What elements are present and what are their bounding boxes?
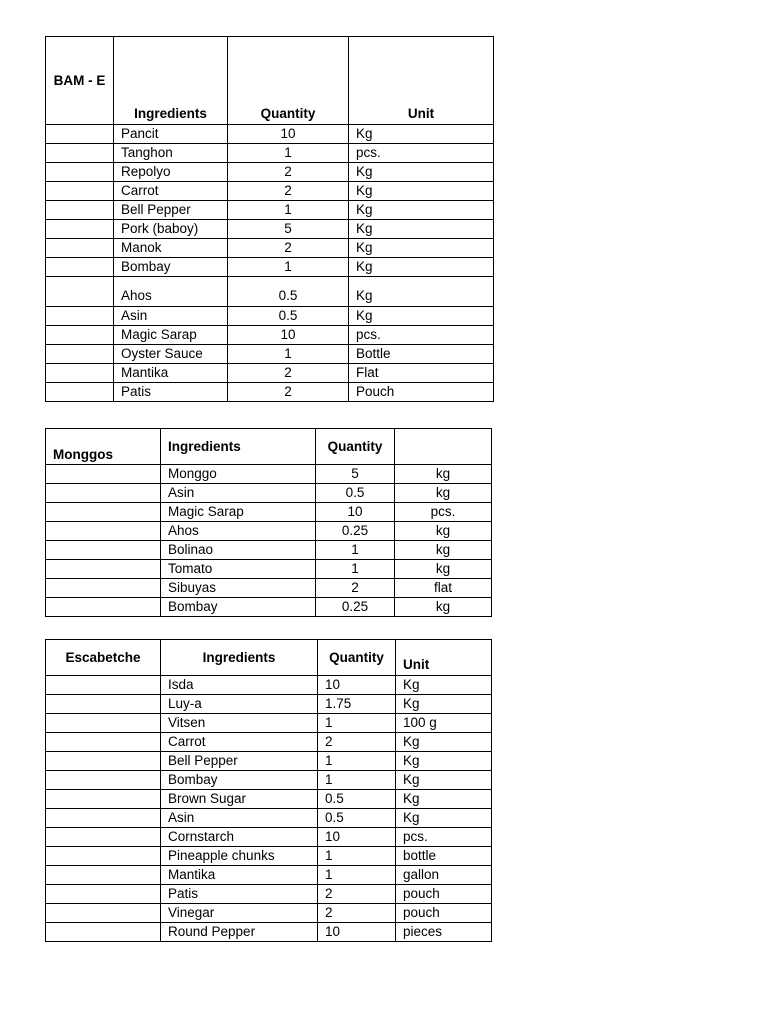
unit-cell: Kg [349, 258, 494, 277]
quantity-cell: 0.5 [228, 277, 349, 307]
unit-cell: kg [395, 465, 492, 484]
table-body [46, 465, 492, 617]
quantity-cell: 2 [318, 733, 396, 752]
table-row [46, 144, 494, 163]
unit-cell: Kg [349, 307, 494, 326]
ingredient-cell: Tanghon [114, 144, 228, 163]
table-row [46, 522, 492, 541]
table-row [46, 465, 492, 484]
quantity-cell: 1 [318, 847, 396, 866]
blank-cell [46, 522, 161, 541]
unit-cell: Kg [349, 182, 494, 201]
quantity-cell: 0.25 [316, 598, 395, 617]
table-row [46, 307, 494, 326]
unit-cell: Kg [349, 201, 494, 220]
recipe-title: Escabetche [46, 640, 161, 676]
quantity-cell: 10 [318, 676, 396, 695]
table-row [46, 163, 494, 182]
unit-cell: Kg [396, 771, 492, 790]
ingredient-cell: Asin [161, 484, 316, 503]
recipe-table-monggos [45, 428, 492, 617]
quantity-cell: 1.75 [318, 695, 396, 714]
quantity-cell: 2 [228, 364, 349, 383]
table-row [46, 239, 494, 258]
ingredient-cell: Asin [161, 809, 318, 828]
ingredient-cell: Pineapple chunks [161, 847, 318, 866]
blank-cell [46, 326, 114, 345]
unit-cell: Kg [349, 277, 494, 307]
ingredient-cell: Repolyo [114, 163, 228, 182]
unit-cell: Kg [349, 239, 494, 258]
unit-cell: 100 g [396, 714, 492, 733]
table-body [46, 676, 492, 942]
recipe-table-bam-e [45, 36, 494, 402]
blank-cell [46, 383, 114, 402]
quantity-cell: 1 [318, 714, 396, 733]
unit-header: Unit [349, 37, 494, 125]
unit-cell: Kg [349, 163, 494, 182]
table-row [46, 258, 494, 277]
table-row [46, 752, 492, 771]
ingredient-cell: Magic Sarap [114, 326, 228, 345]
quantity-cell: 1 [316, 541, 395, 560]
ingredient-cell: Mantika [161, 866, 318, 885]
table-row [46, 866, 492, 885]
blank-cell [46, 828, 161, 847]
ingredient-cell: Patis [161, 885, 318, 904]
table-row [46, 220, 494, 239]
ingredient-cell: Bombay [161, 771, 318, 790]
quantity-cell: 1 [318, 752, 396, 771]
table-row [46, 676, 492, 695]
unit-cell: pcs. [349, 144, 494, 163]
ingredient-cell: Luy-a [161, 695, 318, 714]
ingredient-cell: Brown Sugar [161, 790, 318, 809]
blank-cell [46, 503, 161, 522]
unit-cell: Pouch [349, 383, 494, 402]
table-row [46, 503, 492, 522]
ingredient-cell: Oyster Sauce [114, 345, 228, 364]
table-row [46, 345, 494, 364]
quantity-cell: 1 [228, 345, 349, 364]
quantity-cell: 5 [228, 220, 349, 239]
recipe-title: BAM - E [46, 37, 114, 125]
ingredient-cell: Cornstarch [161, 828, 318, 847]
blank-cell [46, 866, 161, 885]
blank-cell [46, 125, 114, 144]
ingredient-cell: Patis [114, 383, 228, 402]
table-row [46, 541, 492, 560]
ingredient-cell: Sibuyas [161, 579, 316, 598]
quantity-cell: 0.5 [318, 809, 396, 828]
header-row [46, 640, 492, 676]
ingredient-cell: Ahos [114, 277, 228, 307]
unit-cell: pouch [396, 885, 492, 904]
ingredient-cell: Carrot [161, 733, 318, 752]
ingredient-cell: Pancit [114, 125, 228, 144]
ingredient-cell: Bolinao [161, 541, 316, 560]
blank-cell [46, 307, 114, 326]
unit-cell: pieces [396, 923, 492, 942]
blank-cell [46, 201, 114, 220]
unit-cell: Kg [396, 733, 492, 752]
table-row [46, 182, 494, 201]
quantity-cell: 2 [228, 239, 349, 258]
ingredient-cell: Vitsen [161, 714, 318, 733]
ingredients-header: Ingredients [161, 429, 316, 465]
table-row [46, 484, 492, 503]
quantity-cell: 10 [318, 828, 396, 847]
blank-cell [46, 752, 161, 771]
ingredient-cell: Bell Pepper [114, 201, 228, 220]
unit-cell: Kg [349, 125, 494, 144]
unit-cell: kg [395, 598, 492, 617]
unit-cell: Kg [396, 695, 492, 714]
table-row [46, 847, 492, 866]
ingredient-cell: Bell Pepper [161, 752, 318, 771]
table-row [46, 828, 492, 847]
quantity-cell: 0.5 [316, 484, 395, 503]
table-row [46, 364, 494, 383]
quantity-cell: 10 [318, 923, 396, 942]
ingredient-cell: Ahos [161, 522, 316, 541]
quantity-cell: 2 [316, 579, 395, 598]
table-row [46, 904, 492, 923]
header-row [46, 429, 492, 465]
blank-cell [46, 904, 161, 923]
quantity-cell: 1 [228, 201, 349, 220]
table-row [46, 923, 492, 942]
recipe-table-escabetche [45, 639, 492, 942]
table-row [46, 598, 492, 617]
quantity-cell: 0.25 [316, 522, 395, 541]
blank-cell [46, 541, 161, 560]
ingredient-cell: Monggo [161, 465, 316, 484]
blank-cell [46, 465, 161, 484]
header-row [46, 37, 494, 125]
quantity-cell: 1 [228, 258, 349, 277]
blank-cell [46, 560, 161, 579]
blank-cell [46, 885, 161, 904]
ingredients-header: Ingredients [161, 640, 318, 676]
quantity-cell: 2 [318, 904, 396, 923]
ingredient-cell: Isda [161, 676, 318, 695]
ingredients-header: Ingredients [114, 37, 228, 125]
blank-cell [46, 714, 161, 733]
quantity-cell: 2 [228, 182, 349, 201]
unit-cell: pcs. [396, 828, 492, 847]
blank-cell [46, 579, 161, 598]
blank-cell [46, 923, 161, 942]
table-row [46, 714, 492, 733]
quantity-cell: 10 [228, 125, 349, 144]
blank-cell [46, 676, 161, 695]
quantity-cell: 0.5 [228, 307, 349, 326]
blank-cell [46, 695, 161, 714]
unit-cell: flat [395, 579, 492, 598]
blank-cell [46, 364, 114, 383]
unit-cell: Kg [396, 790, 492, 809]
table-row [46, 277, 494, 307]
table-row [46, 560, 492, 579]
ingredient-cell: Tomato [161, 560, 316, 579]
unit-cell: Kg [396, 809, 492, 828]
ingredient-cell: Mantika [114, 364, 228, 383]
blank-cell [46, 598, 161, 617]
quantity-cell: 10 [228, 326, 349, 345]
table-row [46, 733, 492, 752]
ingredient-cell: Magic Sarap [161, 503, 316, 522]
ingredient-cell: Pork (baboy) [114, 220, 228, 239]
blank-cell [46, 258, 114, 277]
blank-cell [46, 239, 114, 258]
blank-cell [46, 163, 114, 182]
quantity-cell: 1 [316, 560, 395, 579]
unit-cell: kg [395, 560, 492, 579]
ingredient-cell: Asin [114, 307, 228, 326]
table-body [46, 125, 494, 402]
unit-cell: Flat [349, 364, 494, 383]
table-row [46, 125, 494, 144]
table-row [46, 790, 492, 809]
blank-cell [46, 790, 161, 809]
unit-cell: kg [395, 484, 492, 503]
quantity-cell: 2 [318, 885, 396, 904]
blank-cell [46, 771, 161, 790]
blank-cell [46, 144, 114, 163]
ingredient-cell: Manok [114, 239, 228, 258]
unit-cell: Kg [349, 220, 494, 239]
unit-cell: Bottle [349, 345, 494, 364]
table-row [46, 201, 494, 220]
unit-cell: pouch [396, 904, 492, 923]
blank-cell [46, 809, 161, 828]
recipe-title: Monggos [46, 429, 161, 465]
ingredient-cell: Vinegar [161, 904, 318, 923]
blank-cell [46, 733, 161, 752]
blank-cell [46, 220, 114, 239]
table-row [46, 579, 492, 598]
unit-cell: gallon [396, 866, 492, 885]
blank-cell [46, 277, 114, 307]
table-row [46, 326, 494, 345]
blank-cell [46, 182, 114, 201]
unit-cell: Kg [396, 752, 492, 771]
ingredient-cell: Carrot [114, 182, 228, 201]
unit-cell: Kg [396, 676, 492, 695]
ingredient-cell: Round Pepper [161, 923, 318, 942]
quantity-header: Quantity [318, 640, 396, 676]
table-row [46, 771, 492, 790]
quantity-header: Quantity [316, 429, 395, 465]
table-row [46, 809, 492, 828]
unit-header [395, 429, 492, 465]
table-row [46, 383, 494, 402]
ingredient-cell: Bombay [114, 258, 228, 277]
quantity-cell: 1 [318, 771, 396, 790]
unit-cell: pcs. [395, 503, 492, 522]
ingredient-cell: Bombay [161, 598, 316, 617]
quantity-cell: 2 [228, 163, 349, 182]
quantity-cell: 0.5 [318, 790, 396, 809]
quantity-cell: 10 [316, 503, 395, 522]
quantity-header: Quantity [228, 37, 349, 125]
quantity-cell: 5 [316, 465, 395, 484]
unit-cell: kg [395, 541, 492, 560]
quantity-cell: 1 [318, 866, 396, 885]
table-row [46, 885, 492, 904]
unit-cell: bottle [396, 847, 492, 866]
blank-cell [46, 484, 161, 503]
blank-cell [46, 345, 114, 364]
blank-cell [46, 847, 161, 866]
unit-cell: kg [395, 522, 492, 541]
quantity-cell: 1 [228, 144, 349, 163]
unit-cell: pcs. [349, 326, 494, 345]
unit-header: Unit [396, 640, 492, 676]
table-row [46, 695, 492, 714]
quantity-cell: 2 [228, 383, 349, 402]
